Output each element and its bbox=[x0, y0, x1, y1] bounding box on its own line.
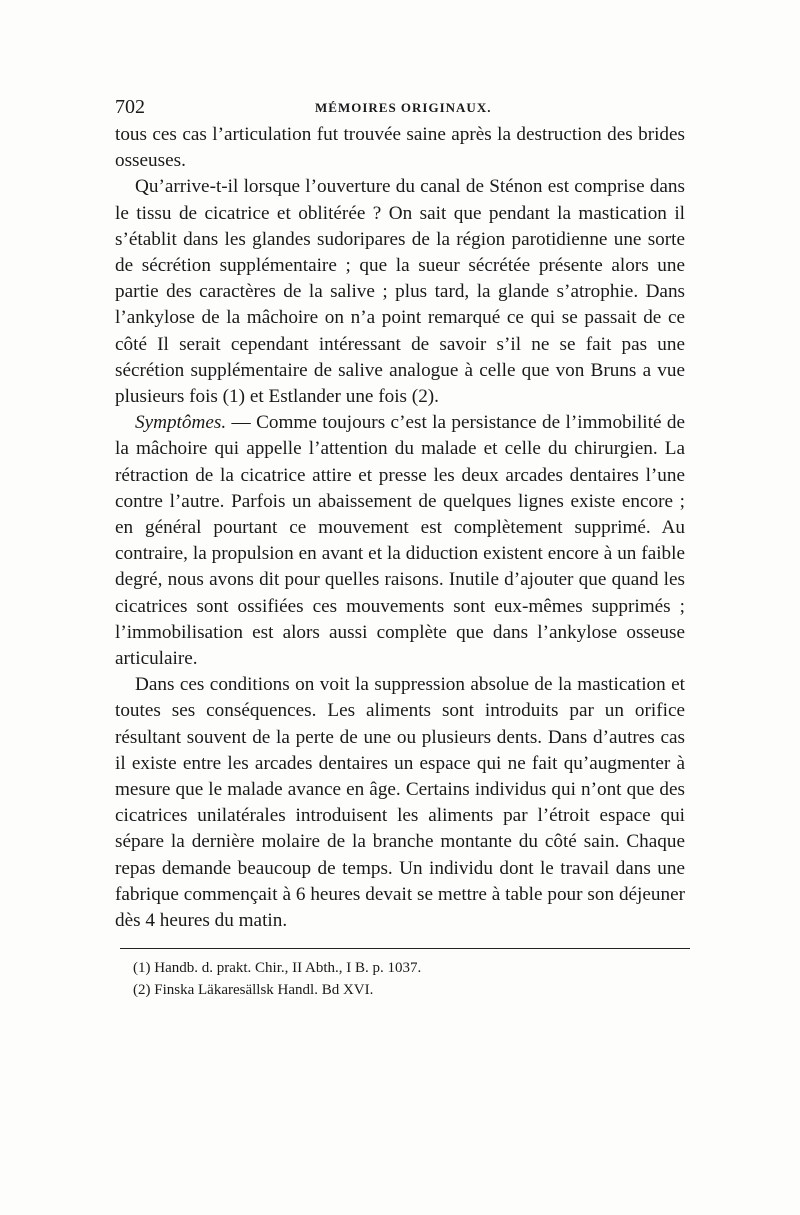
document-page bbox=[115, 96, 685, 1001]
paragraph: Dans ces conditions on voit la suppression absolue de la mastication et toutes ses conséquences. Les aliments sont introduits par un orifice résultant souvent de la perte de une ou plusieurs dents. Dans d’autres cas il existe entre les arcades dentaires un espace qui ne fait qu’augmenter à mesure que le malade avance en âge. Certains individus qui n’ont que des cicatrices unilatérales introduisent les aliments par l’étroit espace qui sépare la dernière molaire de la branche montante du côté sain. Chaque repas demande beaucoup de temps. Un individu dont le travail dans une fabrique commençait à 6 heures devait se mettre à table pour son déjeuner dès 4 heures du matin. bbox=[115, 674, 685, 932]
footnote: (2) Finska Läkaresällsk Handl. Bd XVI. bbox=[133, 982, 374, 999]
page-number: 702 bbox=[115, 96, 145, 118]
body-text bbox=[115, 122, 685, 934]
paragraph: Qu’arrive-t-il lorsque l’ouverture du canal de Sténon est comprise dans le tissu de cicatrice et oblitérée ? On sait que pendant la mastication il s’établit dans les glandes sudoripares de la région parotidienne une sorte de sécrétion supplémentaire ; que la sueur sécrétée présente alors une partie des caractères de la salive ; plus tard, la glande s’atrophie. Dans l’ankylose de la mâchoire on n’a point remarqué ce qui se passait de ce côté Il serait cependant intéressant de savoir s’il ne se fait pas une sécrétion supplémentaire de salive analogue à celle que von Bruns a vue plusieurs fois (1) et Estlander une fois (2). bbox=[115, 176, 685, 408]
running-title: MÉMOIRES ORIGINAUX. bbox=[315, 100, 492, 115]
paragraph: tous ces cas l’articulation fut trouvée saine après la destruction des brides osseuses. bbox=[115, 124, 685, 172]
footnote-divider bbox=[120, 948, 690, 949]
footnote: (1) Handb. d. prakt. Chir., II Abth., I B. p. 1037. bbox=[133, 960, 422, 977]
running-header bbox=[115, 96, 685, 122]
footnotes bbox=[115, 957, 685, 1001]
paragraph bbox=[115, 410, 685, 672]
section-subheading: Symptômes. bbox=[135, 412, 227, 434]
paragraph-text: — Comme toujours c’est la persistance de l’immobilité de la mâchoire qui appelle l’attention du malade et celle du chirurgien. La rétraction de la cicatrice attire et presse les deux arcades dentaires l’une contre l’autre. Parfois un abaissement de quelques lignes existe encore ; en général pourtant ce mouvement est complètement supprimé. Au contraire, la propulsion en avant et la diduction existent encore à un faible degré, nous avons dit pour quelles raisons. Inutile d’ajouter que quand les cicatrices sont ossifiées ces mouvements sont eux-mêmes supprimés ; l’immobilisation est alors aussi complète que dans l’ankylose osseuse articulaire. bbox=[115, 412, 685, 670]
